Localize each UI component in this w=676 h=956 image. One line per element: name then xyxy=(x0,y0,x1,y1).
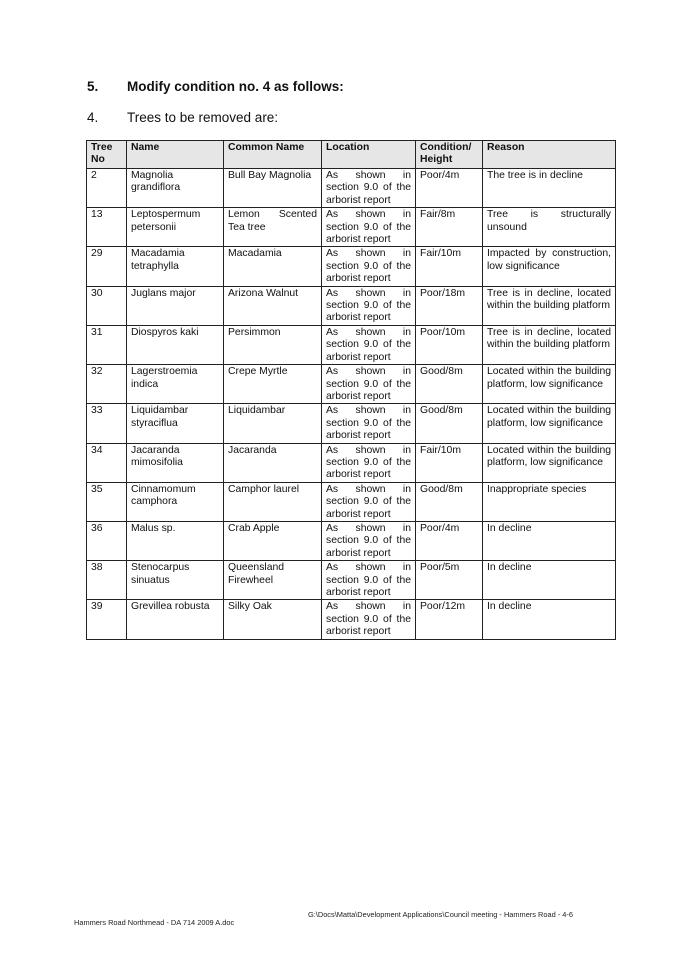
cell-name: Grevillea robusta xyxy=(127,600,224,639)
cell-reason: In decline xyxy=(483,600,616,639)
header-location: Location xyxy=(322,141,416,169)
trees-table xyxy=(86,140,616,640)
footer-path: G:\Docs\Matta\Development Applications\Council meeting - Hammers Road - 4-6 xyxy=(308,910,573,919)
cell-common-name: Queensland Firewheel xyxy=(224,561,322,600)
cell-condition: Poor/12m xyxy=(416,600,483,639)
cell-location: As shown in section 9.0 of the arborist report xyxy=(322,286,416,325)
cell-name: Jacaranda mimosifolia xyxy=(127,443,224,482)
cell-common-name: Crab Apple xyxy=(224,521,322,560)
cell-location: As shown in section 9.0 of the arborist report xyxy=(322,169,416,208)
subcondition-text: Trees to be removed are: xyxy=(127,110,279,125)
cell-condition: Poor/18m xyxy=(416,286,483,325)
cell-reason: Located within the building platform, low significance xyxy=(483,404,616,443)
cell-reason: Located within the building platform, low significance xyxy=(483,443,616,482)
cell-condition: Fair/10m xyxy=(416,247,483,286)
cell-common-name: Liquidambar xyxy=(224,404,322,443)
cell-condition: Fair/10m xyxy=(416,443,483,482)
cell-location: As shown in section 9.0 of the arborist report xyxy=(322,325,416,364)
cell-common-name: Camphor laurel xyxy=(224,482,322,521)
table-row xyxy=(87,365,616,404)
cell-location: As shown in section 9.0 of the arborist report xyxy=(322,482,416,521)
header-common-name: Common Name xyxy=(224,141,322,169)
table-row xyxy=(87,443,616,482)
cell-common-name: Bull Bay Magnolia xyxy=(224,169,322,208)
table-row xyxy=(87,325,616,364)
cell-tree-no: 34 xyxy=(87,443,127,482)
cell-tree-no: 31 xyxy=(87,325,127,364)
cell-condition: Good/8m xyxy=(416,404,483,443)
cell-condition: Good/8m xyxy=(416,365,483,404)
cell-common-name: Arizona Walnut xyxy=(224,286,322,325)
cell-tree-no: 30 xyxy=(87,286,127,325)
cell-condition: Fair/8m xyxy=(416,208,483,247)
header-condition-height: Condition/ Height xyxy=(416,141,483,169)
condition-text: Modify condition no. 4 as follows: xyxy=(127,79,344,94)
table-row xyxy=(87,247,616,286)
cell-location: As shown in section 9.0 of the arborist report xyxy=(322,600,416,639)
cell-reason: In decline xyxy=(483,521,616,560)
cell-condition: Poor/5m xyxy=(416,561,483,600)
cell-name: Malus sp. xyxy=(127,521,224,560)
table-row xyxy=(87,600,616,639)
cell-tree-no: 33 xyxy=(87,404,127,443)
table-row xyxy=(87,286,616,325)
cell-common-name: Crepe Myrtle xyxy=(224,365,322,404)
cell-location: As shown in section 9.0 of the arborist report xyxy=(322,561,416,600)
cell-name: Leptospermum petersonii xyxy=(127,208,224,247)
subcondition-heading xyxy=(87,110,278,125)
table-row xyxy=(87,208,616,247)
cell-name: Juglans major xyxy=(127,286,224,325)
cell-location: As shown in section 9.0 of the arborist report xyxy=(322,443,416,482)
cell-location: As shown in section 9.0 of the arborist report xyxy=(322,365,416,404)
cell-name: Lagerstroemia indica xyxy=(127,365,224,404)
table-row xyxy=(87,169,616,208)
cell-condition: Poor/4m xyxy=(416,169,483,208)
cell-tree-no: 32 xyxy=(87,365,127,404)
cell-tree-no: 13 xyxy=(87,208,127,247)
footer-filename: Hammers Road Northmead - DA 714 2009 A.doc xyxy=(74,918,235,927)
cell-reason: Tree is in decline, located within the building platform xyxy=(483,325,616,364)
cell-tree-no: 36 xyxy=(87,521,127,560)
cell-condition: Good/8m xyxy=(416,482,483,521)
cell-reason: Impacted by construction, low significance xyxy=(483,247,616,286)
cell-name: Diospyros kaki xyxy=(127,325,224,364)
cell-reason: Located within the building platform, low significance xyxy=(483,365,616,404)
cell-name: Cinnamomum camphora xyxy=(127,482,224,521)
cell-tree-no: 38 xyxy=(87,561,127,600)
cell-common-name: Jacaranda xyxy=(224,443,322,482)
table-header-row xyxy=(87,141,616,169)
cell-common-name: Persimmon xyxy=(224,325,322,364)
cell-reason: Tree is structurally unsound xyxy=(483,208,616,247)
table-row xyxy=(87,521,616,560)
cell-location: As shown in section 9.0 of the arborist report xyxy=(322,404,416,443)
cell-tree-no: 39 xyxy=(87,600,127,639)
cell-name: Liquidambar styraciflua xyxy=(127,404,224,443)
cell-location: As shown in section 9.0 of the arborist report xyxy=(322,247,416,286)
condition-number: 5. xyxy=(87,79,99,94)
cell-common-name: Silky Oak xyxy=(224,600,322,639)
cell-tree-no: 35 xyxy=(87,482,127,521)
cell-name: Macadamia tetraphylla xyxy=(127,247,224,286)
cell-reason: Inappropriate species xyxy=(483,482,616,521)
cell-condition: Poor/10m xyxy=(416,325,483,364)
cell-reason: The tree is in decline xyxy=(483,169,616,208)
cell-reason: In decline xyxy=(483,561,616,600)
cell-location: As shown in section 9.0 of the arborist report xyxy=(322,521,416,560)
table-row xyxy=(87,561,616,600)
header-name: Name xyxy=(127,141,224,169)
table-row xyxy=(87,404,616,443)
cell-reason: Tree is in decline, located within the building platform xyxy=(483,286,616,325)
table-row xyxy=(87,482,616,521)
header-reason: Reason xyxy=(483,141,616,169)
cell-tree-no: 29 xyxy=(87,247,127,286)
cell-location: As shown in section 9.0 of the arborist report xyxy=(322,208,416,247)
cell-tree-no: 2 xyxy=(87,169,127,208)
header-tree-no: Tree No xyxy=(87,141,127,169)
cell-condition: Poor/4m xyxy=(416,521,483,560)
condition-heading xyxy=(87,79,344,94)
cell-common-name: Macadamia xyxy=(224,247,322,286)
cell-common-name: Lemon Scented Tea tree xyxy=(224,208,322,247)
cell-name: Magnolia grandiflora xyxy=(127,169,224,208)
subcondition-number: 4. xyxy=(87,110,99,125)
cell-name: Stenocarpus sinuatus xyxy=(127,561,224,600)
